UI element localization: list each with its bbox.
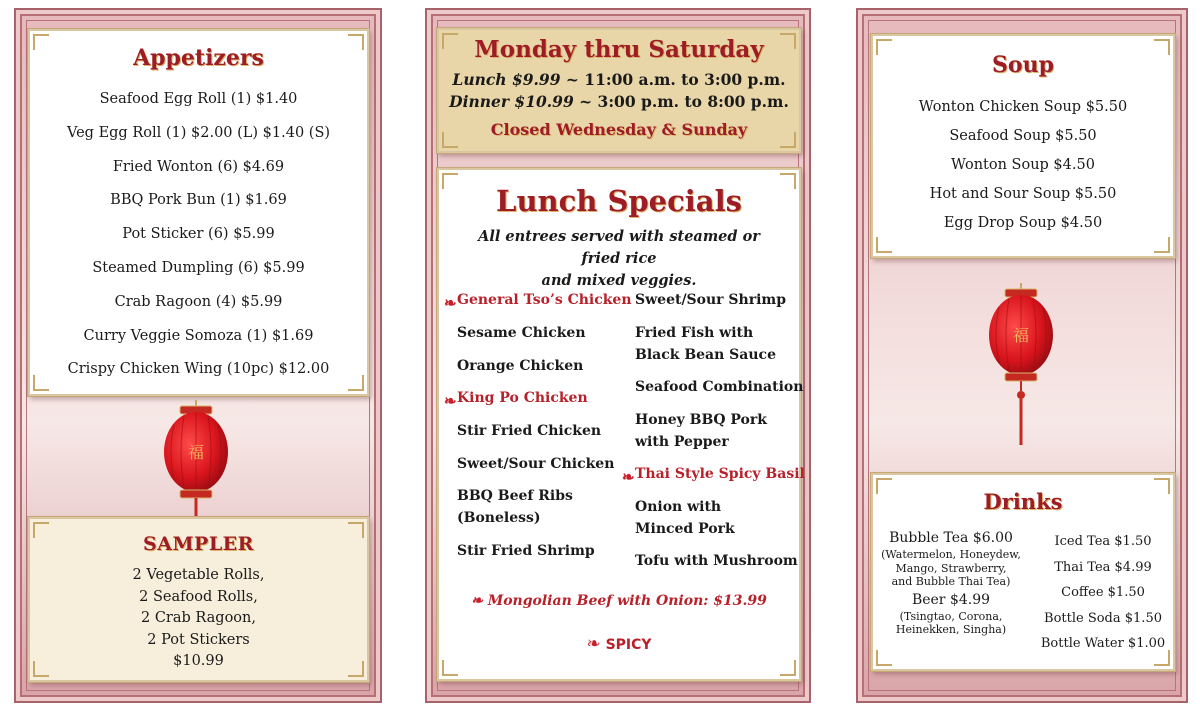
- subtitle-line: All entrees served with steamed or fried rice: [478, 228, 760, 267]
- subtitle-line: and mixed veggies.: [541, 272, 697, 289]
- appetizers-title: Appetizers: [133, 45, 264, 71]
- sampler-list: [30, 565, 367, 673]
- menu-item: Wonton Soup $4.50: [951, 157, 1095, 173]
- menu-item: Crispy Chicken Wing (10pc) $12.00: [67, 361, 330, 378]
- menu-item: Wonton Chicken Soup $5.50: [918, 99, 1128, 115]
- special-item-line: Honey BBQ Pork: [635, 412, 767, 428]
- sampler-price: $10.99: [173, 653, 224, 669]
- days-heading: Monday thru Saturday: [474, 36, 764, 63]
- drink-item: Iced Tea $1.50: [1054, 534, 1152, 549]
- menu-item: Veg Egg Roll (1) $2.00 (L) $1.40 (S): [66, 124, 331, 141]
- lunch-specials-subtitle: [459, 226, 779, 292]
- special-item: Orange Chicken: [457, 358, 584, 374]
- special-item: [457, 485, 573, 529]
- soup-title: Soup: [992, 52, 1054, 78]
- bubble-tea-flavors: Mango, Strawberry,: [895, 561, 1007, 575]
- menu-item: Egg Drop Soup $4.50: [943, 215, 1103, 231]
- closed-days: Closed Wednesday & Sunday: [490, 120, 748, 139]
- corner-ornament: [876, 650, 892, 666]
- bubble-tea-item: Bubble Tea $6.00: [889, 530, 1013, 546]
- drinks-left-column: [879, 529, 1023, 637]
- menu-item: Pot Sticker (6) $5.99: [122, 226, 275, 243]
- appetizers-section: [28, 29, 369, 396]
- red-lantern-icon: [160, 400, 232, 520]
- chili-pepper-icon: ❧: [622, 468, 635, 486]
- lantern-calligraphy: 福: [187, 443, 205, 462]
- lunch-specials-title: Lunch Specials: [496, 184, 742, 218]
- sampler-section: [28, 517, 369, 682]
- special-item-line: Fried Fish with: [635, 325, 754, 341]
- chili-pepper-icon: ❧: [444, 294, 457, 312]
- special-item: Sweet/Sour Shrimp: [635, 292, 787, 308]
- corner-ornament: [876, 237, 892, 253]
- special-item-label: Thai Style Spicy Basil: [635, 466, 805, 482]
- dinner-time: ~ 3:00 p.m. to 8:00 p.m.: [573, 92, 789, 111]
- hours-section: [437, 28, 801, 153]
- special-item-line: BBQ Beef Ribs: [457, 488, 573, 504]
- lunch-hours: [439, 70, 799, 89]
- lunch-specials-section: [437, 168, 805, 681]
- special-item-line: (Boneless): [457, 510, 541, 526]
- sampler-item: 2 Crab Ragoon,: [141, 610, 256, 626]
- lantern-calligraphy: 福: [1012, 326, 1030, 345]
- chili-pepper-icon: ❧: [586, 634, 601, 654]
- menu-item: Crab Ragoon (4) $5.99: [114, 293, 283, 310]
- menu-item: BBQ Pork Bun (1) $1.69: [110, 192, 287, 209]
- corner-ornament: [1154, 237, 1170, 253]
- menu-item: Seafood Soup $5.50: [949, 128, 1097, 144]
- chili-pepper-icon: ❧: [471, 593, 483, 609]
- special-item-spicy: [444, 387, 588, 410]
- special-item: [635, 409, 767, 453]
- menu-item: Hot and Sour Soup $5.50: [929, 186, 1117, 202]
- lunch-time: ~ 11:00 a.m. to 3:00 p.m.: [560, 70, 786, 89]
- dinner-hours: [439, 92, 799, 111]
- special-item-label: King Po Chicken: [457, 390, 588, 406]
- drink-item: Bottle Water $1.00: [1040, 636, 1166, 651]
- spicy-legend: [439, 634, 799, 654]
- special-item: Stir Fried Shrimp: [457, 543, 595, 559]
- drinks-right-column: [1033, 529, 1173, 657]
- appetizers-list: [30, 89, 367, 393]
- special-item: Sesame Chicken: [457, 325, 586, 341]
- special-item-label: General Tso’s Chicken: [457, 292, 632, 308]
- special-item: Seafood Combination: [635, 379, 804, 395]
- menu-item: Seafood Egg Roll (1) $1.40: [99, 91, 298, 107]
- red-lantern-icon: [985, 283, 1057, 448]
- soup-list: [873, 93, 1173, 238]
- special-item-spicy: [444, 289, 632, 312]
- drinks-section: [871, 473, 1175, 671]
- bubble-tea-flavors: (Watermelon, Honeydew,: [881, 548, 1021, 561]
- drink-item: Thai Tea $4.99: [1054, 559, 1152, 575]
- beer-brands: (Tsingtao, Corona,: [899, 609, 1003, 623]
- special-item-label: Mongolian Beef with Onion: $13.99: [487, 593, 767, 609]
- beer-brands: Heinekken, Singha): [895, 623, 1007, 636]
- spicy-legend-label: SPICY: [605, 637, 652, 653]
- corner-ornament: [780, 660, 796, 676]
- special-item: [635, 496, 735, 540]
- sampler-item: 2 Seafood Rolls,: [139, 588, 258, 605]
- special-item-spicy: [622, 463, 805, 486]
- special-item-line: Black Bean Sauce: [635, 347, 776, 363]
- menu-item: Curry Veggie Somoza (1) $1.69: [83, 327, 314, 344]
- special-item-line: Onion with: [635, 499, 722, 515]
- drink-item: Bottle Soda $1.50: [1044, 610, 1162, 626]
- lunch-price: Lunch $9.99: [452, 70, 561, 89]
- beer-item: Beer $4.99: [911, 591, 991, 608]
- corner-ornament: [442, 660, 458, 676]
- soup-section: [871, 34, 1175, 258]
- special-item-line: Minced Pork: [635, 521, 735, 537]
- special-item: Stir Fried Chicken: [457, 423, 602, 439]
- special-item: Tofu with Mushroom: [635, 553, 798, 569]
- sampler-item: 2 Vegetable Rolls,: [132, 567, 265, 583]
- special-item: Sweet/Sour Chicken: [457, 456, 615, 472]
- bubble-tea-flavors: and Bubble Thai Tea): [891, 575, 1011, 588]
- sampler-item: 2 Pot Stickers: [147, 631, 250, 648]
- mongolian-beef-special: [439, 593, 799, 609]
- special-item-line: with Pepper: [635, 434, 729, 450]
- menu-item: Fried Wonton (6) $4.69: [112, 158, 285, 175]
- menu-item: Steamed Dumpling (6) $5.99: [92, 259, 305, 276]
- drink-item: Coffee $1.50: [1061, 585, 1145, 600]
- special-item: [635, 322, 776, 366]
- dinner-price: Dinner $10.99: [449, 92, 574, 111]
- sampler-title: SAMPLER: [143, 533, 254, 555]
- chili-pepper-icon: ❧: [444, 392, 457, 410]
- drinks-title: Drinks: [983, 489, 1063, 514]
